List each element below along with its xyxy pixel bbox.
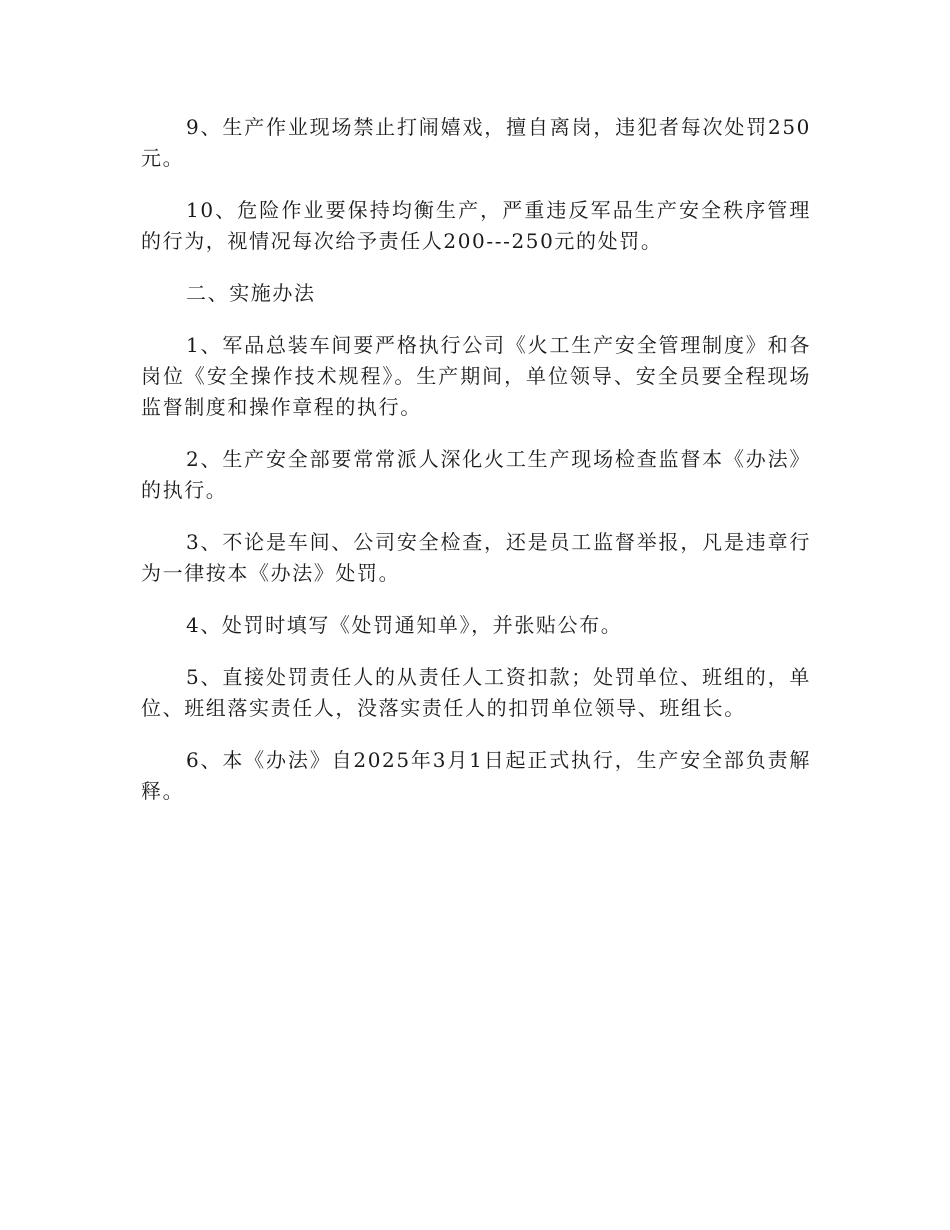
paragraph-implementation-3: 3、不论是车间、公司安全检查，还是员工监督举报，凡是违章行为一律按本《办法》处罚。 <box>141 530 811 585</box>
section-heading-implementation: 二、实施办法 <box>186 281 316 305</box>
paragraph-rule-9: 9、生产作业现场禁止打闹嬉戏，擅自离岗，违犯者每次处罚250元。 <box>141 115 811 170</box>
paragraph-rule-10: 10、危险作业要保持均衡生产，严重违反军品生产安全秩序管理的行为，视情况每次给予责任人200---250元的处罚。 <box>141 198 811 253</box>
paragraph-implementation-1: 1、军品总装车间要严格执行公司《火工生产安全管理制度》和各岗位《安全操作技术规程》。生产期间，单位领导、安全员要全程现场监督制度和操作章程的执行。 <box>141 333 811 419</box>
paragraph-implementation-6: 6、本《办法》自2025年3月1日起正式执行，生产安全部负责解释。 <box>141 748 811 803</box>
paragraph-implementation-5: 5、直接处罚责任人的从责任人工资扣款；处罚单位、班组的，单位、班组落实责任人，没落实责任人的扣罚单位领导、班组长。 <box>141 665 811 720</box>
paragraph-implementation-2: 2、生产安全部要常常派人深化火工生产现场检查监督本《办法》的执行。 <box>141 447 811 502</box>
paragraph-implementation-4: 4、处罚时填写《处罚通知单》，并张贴公布。 <box>186 613 623 637</box>
document-body <box>141 112 811 828</box>
